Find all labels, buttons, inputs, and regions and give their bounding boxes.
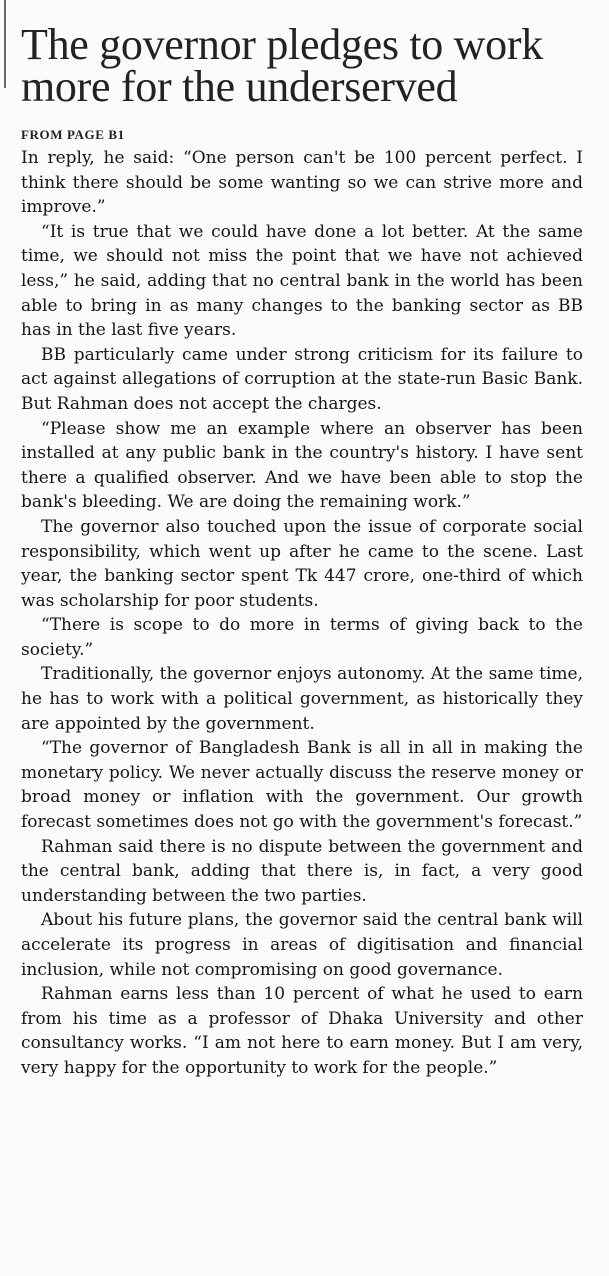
paragraph: Rahman said there is no dispute between the government and the central bank, adding that there is, in fact, a very good understanding between the two parties. [21,836,583,906]
paragraph: About his future plans, the governor said the central bank will accelerate its progress in areas of digitisation and financial inclusion, while not compromising on good governance. [21,910,583,980]
column-rule [4,0,6,88]
paragraph: “The governor of Bangladesh Bank is all in all in making the monetary policy. We never actually discuss the reserve money or broad money or inflation with the government. Our growth forecast sometimes does not go with the government's forecast.” [21,738,583,833]
paragraph: “Please show me an example where an observer has been installed at any public bank in the country's history. I have sent there a qualified observer. And we have been able to stop the bank's bleeding. We are doing the remaining work.” [21,418,583,513]
paragraph: In reply, he said: “One person can't be 100 percent perfect. I think there should be some wanting so we can strive more and improve.” [21,148,583,218]
paragraph: “It is true that we could have done a lot better. At the same time, we should not miss the point that we have not achieved less,” he said, adding that no central bank in the world has been able to bring in as many changes to the banking sector as BB has in the last five years. [21,221,583,341]
article-body [21,146,583,1081]
jump-label: FROM PAGE B1 [21,127,125,142]
paragraph: “There is scope to do more in terms of giving back to the society.” [21,615,583,660]
headline: The governor pledges to work more for the underserved [21,20,543,111]
paragraph: The governor also touched upon the issue of corporate social responsibility, which went up after he came to the scene. Last year, the banking sector spent Tk 447 crore, one-third of which was scholarship for poor students. [21,516,583,611]
paragraph: Traditionally, the governor enjoys autonomy. At the same time, he has to work with a political government, as historically they are appointed by the government. [21,664,583,734]
paragraph: Rahman earns less than 10 percent of what he used to earn from his time as a professor of Dhaka University and other consultancy works. “I am not here to earn money. But I am very, very happy for the opportunity to work for the people.” [21,984,583,1078]
article [21,20,583,1081]
paragraph: BB particularly came under strong criticism for its failure to act against allegations of corruption at the state-run Basic Bank. But Rahman does not accept the charges. [21,344,583,414]
